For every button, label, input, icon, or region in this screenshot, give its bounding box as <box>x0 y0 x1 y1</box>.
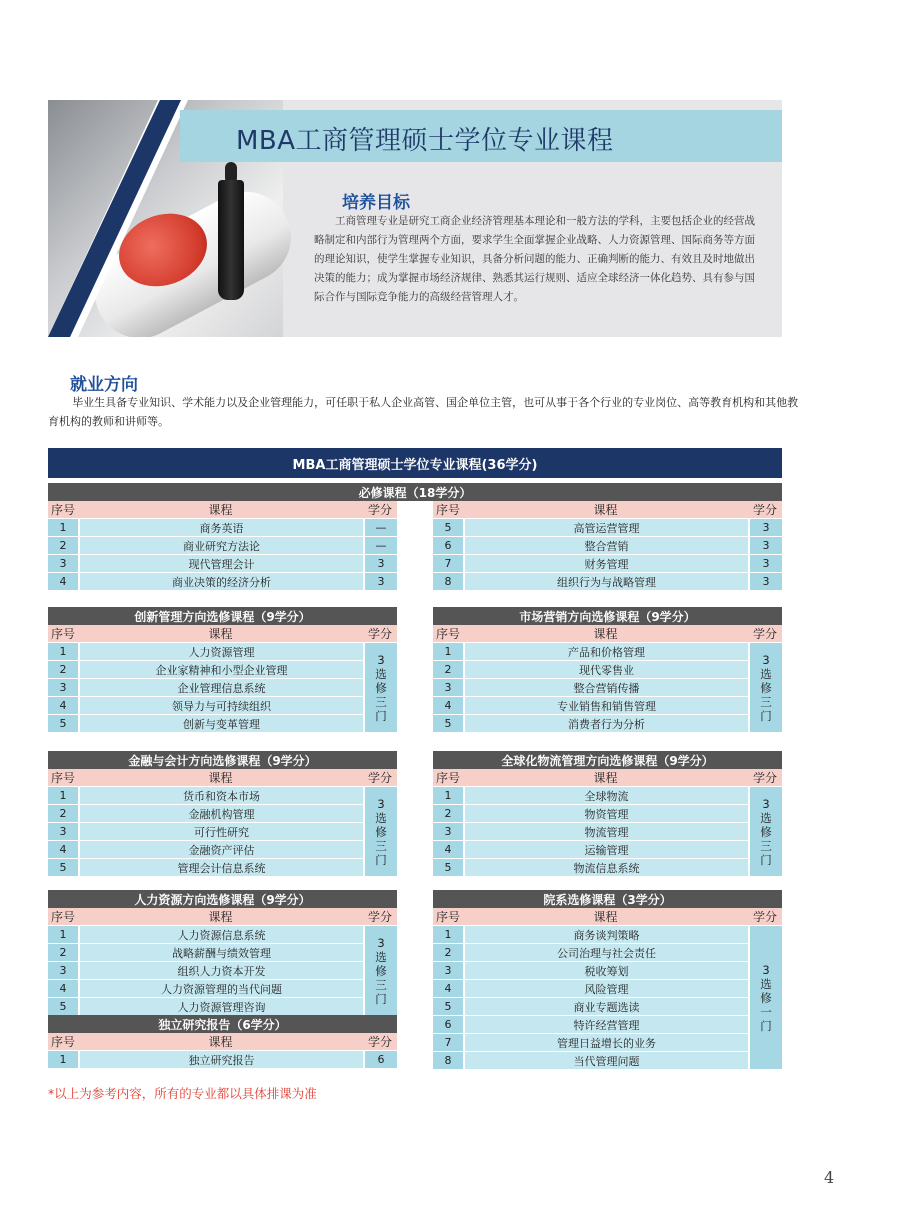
col-course: 课程 <box>78 1033 363 1050</box>
department-table <box>433 908 782 1069</box>
credit-note-text: 3选修三门 <box>375 796 387 867</box>
seq: 2 <box>433 660 463 678</box>
seq: 4 <box>433 696 463 714</box>
course-name: 当代管理问题 <box>463 1051 748 1069</box>
course-name: 企业家精神和小型企业管理 <box>78 660 363 678</box>
credit: 3 <box>363 572 397 590</box>
col-course: 课程 <box>78 769 363 786</box>
course-name: 整合营销 <box>463 536 748 554</box>
seq: 1 <box>433 786 463 804</box>
career-heading: 就业方向 <box>70 375 138 395</box>
col-credit: 学分 <box>363 1033 397 1050</box>
marketing-table <box>433 625 782 732</box>
credit-note-text: 3选修三门 <box>760 796 772 867</box>
credit-note <box>363 786 397 876</box>
seq: 2 <box>48 804 78 822</box>
seq: 1 <box>48 1050 78 1068</box>
seq: 5 <box>48 858 78 876</box>
course-name: 商业研究方法论 <box>78 536 363 554</box>
footnote: *以上为参考内容，所有的专业都以具体排课为准 <box>48 1086 317 1101</box>
logistics-header: 全球化物流管理方向选修课程（9学分） <box>433 751 782 769</box>
seq: 4 <box>48 696 78 714</box>
seq: 5 <box>433 858 463 876</box>
col-seq: 序号 <box>48 501 78 518</box>
col-seq: 序号 <box>433 625 463 642</box>
course-name: 组织行为与战略管理 <box>463 572 748 590</box>
seq: 1 <box>433 642 463 660</box>
course-name: 全球物流 <box>463 786 748 804</box>
credit-note <box>748 925 782 1069</box>
finance-header: 金融与会计方向选修课程（9学分） <box>48 751 397 769</box>
seq: 2 <box>48 660 78 678</box>
col-course: 课程 <box>463 908 748 925</box>
seq: 4 <box>48 840 78 858</box>
seq: 6 <box>433 1015 463 1033</box>
seq: 3 <box>433 678 463 696</box>
col-course: 课程 <box>463 625 748 642</box>
course-name: 管理会计信息系统 <box>78 858 363 876</box>
marketing-header: 市场营销方向选修课程（9学分） <box>433 607 782 625</box>
seq: 1 <box>48 642 78 660</box>
credit-note-text: 3选修三门 <box>375 935 387 1006</box>
course-name: 商务英语 <box>78 518 363 536</box>
credit-note <box>363 642 397 732</box>
course-name: 公司治理与社会责任 <box>463 943 748 961</box>
credit: 3 <box>748 536 782 554</box>
goal-heading: 培养目标 <box>342 193 410 213</box>
course-name: 物流信息系统 <box>463 858 748 876</box>
independent-table <box>48 1033 397 1068</box>
seq: 3 <box>48 961 78 979</box>
finance-table <box>48 769 397 876</box>
course-name: 商业决策的经济分析 <box>78 572 363 590</box>
logistics-table <box>433 769 782 876</box>
seq: 4 <box>433 979 463 997</box>
course-name: 可行性研究 <box>78 822 363 840</box>
seq: 3 <box>433 961 463 979</box>
seq: 3 <box>433 822 463 840</box>
course-name: 物流管理 <box>463 822 748 840</box>
seq: 5 <box>48 997 78 1015</box>
seq: 2 <box>433 804 463 822</box>
credit-note <box>748 642 782 732</box>
seq: 3 <box>48 822 78 840</box>
col-course: 课程 <box>78 501 363 518</box>
col-seq: 序号 <box>48 625 78 642</box>
col-course: 课程 <box>463 769 748 786</box>
course-name: 消费者行为分析 <box>463 714 748 732</box>
curriculum-header: MBA工商管理硕士学位专业课程(36学分) <box>48 448 782 478</box>
credit: 3 <box>363 554 397 572</box>
course-name: 人力资源信息系统 <box>78 925 363 943</box>
course-name: 领导力与可持续组织 <box>78 696 363 714</box>
required-table-right <box>433 501 782 590</box>
seq: 4 <box>433 840 463 858</box>
col-seq: 序号 <box>48 1033 78 1050</box>
seq: 7 <box>433 554 463 572</box>
seq: 1 <box>433 925 463 943</box>
independent-header: 独立研究报告（6学分） <box>48 1015 397 1033</box>
col-credit: 学分 <box>748 908 782 925</box>
col-credit: 学分 <box>363 501 397 518</box>
innovation-table <box>48 625 397 732</box>
course-name: 独立研究报告 <box>78 1050 363 1068</box>
page-number: 4 <box>824 1168 835 1187</box>
credit: — <box>363 536 397 554</box>
credit-note-text: 3选修一门 <box>760 962 772 1033</box>
course-name: 运输管理 <box>463 840 748 858</box>
seq: 2 <box>48 536 78 554</box>
course-name: 商业专题选读 <box>463 997 748 1015</box>
required-header: 必修课程（18学分） <box>48 483 782 501</box>
course-name: 战略薪酬与绩效管理 <box>78 943 363 961</box>
seq: 3 <box>48 554 78 572</box>
col-credit: 学分 <box>363 769 397 786</box>
col-seq: 序号 <box>433 908 463 925</box>
course-name: 物资管理 <box>463 804 748 822</box>
required-table-left <box>48 501 397 590</box>
innovation-header: 创新管理方向选修课程（9学分） <box>48 607 397 625</box>
col-credit: 学分 <box>748 501 782 518</box>
course-name: 风险管理 <box>463 979 748 997</box>
col-credit: 学分 <box>363 908 397 925</box>
course-name: 现代零售业 <box>463 660 748 678</box>
col-credit: 学分 <box>363 625 397 642</box>
course-name: 金融资产评估 <box>78 840 363 858</box>
page-title: MBA工商管理硕士学位专业课程 <box>236 126 614 156</box>
seq: 5 <box>433 997 463 1015</box>
course-name: 整合营销传播 <box>463 678 748 696</box>
course-name: 组织人力资本开发 <box>78 961 363 979</box>
course-name: 管理日益增长的业务 <box>463 1033 748 1051</box>
credit-note <box>363 925 397 1015</box>
seq: 7 <box>433 1033 463 1051</box>
course-name: 金融机构管理 <box>78 804 363 822</box>
course-name: 商务谈判策略 <box>463 925 748 943</box>
course-name: 人力资源管理的当代问题 <box>78 979 363 997</box>
hr-header: 人力资源方向选修课程（9学分） <box>48 890 397 908</box>
seq: 1 <box>48 786 78 804</box>
seq: 2 <box>433 943 463 961</box>
course-name: 税收筹划 <box>463 961 748 979</box>
course-name: 货币和资本市场 <box>78 786 363 804</box>
col-course: 课程 <box>78 908 363 925</box>
credit: 6 <box>363 1050 397 1068</box>
col-seq: 序号 <box>48 769 78 786</box>
seq: 8 <box>433 572 463 590</box>
col-course: 课程 <box>78 625 363 642</box>
credit-note <box>748 786 782 876</box>
credit: 3 <box>748 554 782 572</box>
seq: 4 <box>48 572 78 590</box>
course-name: 财务管理 <box>463 554 748 572</box>
seq: 6 <box>433 536 463 554</box>
course-name: 人力资源管理 <box>78 642 363 660</box>
seq: 4 <box>48 979 78 997</box>
seq: 5 <box>433 714 463 732</box>
hr-table <box>48 908 397 1015</box>
course-name: 产品和价格管理 <box>463 642 748 660</box>
hero-banner <box>48 100 782 337</box>
seq: 1 <box>48 925 78 943</box>
course-name: 现代管理会计 <box>78 554 363 572</box>
seq: 1 <box>48 518 78 536</box>
goal-paragraph: 工商管理专业是研究工商企业经济管理基本理论和一般方法的学科，主要包括企业的经营战略制定和内部行为管理两个方面，要求学生全面掌握企业战略、人力资源管理、国际商务等方面的理论知识，使学生掌握专业知识，具备分析问题的能力、正确判断的能力、有效且及时地做出决策的能力；成为掌握市场经济规律、熟悉其运行规则、适应全球经济一体化趋势、具有参与国际合作与国际竞争能力的高级经营管理人才。 <box>314 215 755 303</box>
seq: 3 <box>48 678 78 696</box>
credit-note-text: 3选修三门 <box>760 652 772 723</box>
course-name: 企业管理信息系统 <box>78 678 363 696</box>
department-header: 院系选修课程（3学分） <box>433 890 782 908</box>
course-name: 特许经营管理 <box>463 1015 748 1033</box>
seq: 8 <box>433 1051 463 1069</box>
col-credit: 学分 <box>748 769 782 786</box>
credit-note-text: 3选修三门 <box>375 652 387 723</box>
credit: 3 <box>748 572 782 590</box>
seq: 2 <box>48 943 78 961</box>
col-seq: 序号 <box>433 769 463 786</box>
col-seq: 序号 <box>433 501 463 518</box>
seq: 5 <box>433 518 463 536</box>
course-name: 创新与变革管理 <box>78 714 363 732</box>
col-course: 课程 <box>463 501 748 518</box>
col-credit: 学分 <box>748 625 782 642</box>
course-name: 高管运营管理 <box>463 518 748 536</box>
career-paragraph: 毕业生具备专业知识、学术能力以及企业管理能力，可任职于私人企业高管、国企单位主管，也可从事于各个行业的专业岗位、高等教育机构和其他教育机构的教师和讲师等。 <box>48 396 799 428</box>
credit: 3 <box>748 518 782 536</box>
col-seq: 序号 <box>48 908 78 925</box>
credit: — <box>363 518 397 536</box>
course-name: 专业销售和销售管理 <box>463 696 748 714</box>
course-name: 人力资源管理咨询 <box>78 997 363 1015</box>
seq: 5 <box>48 714 78 732</box>
